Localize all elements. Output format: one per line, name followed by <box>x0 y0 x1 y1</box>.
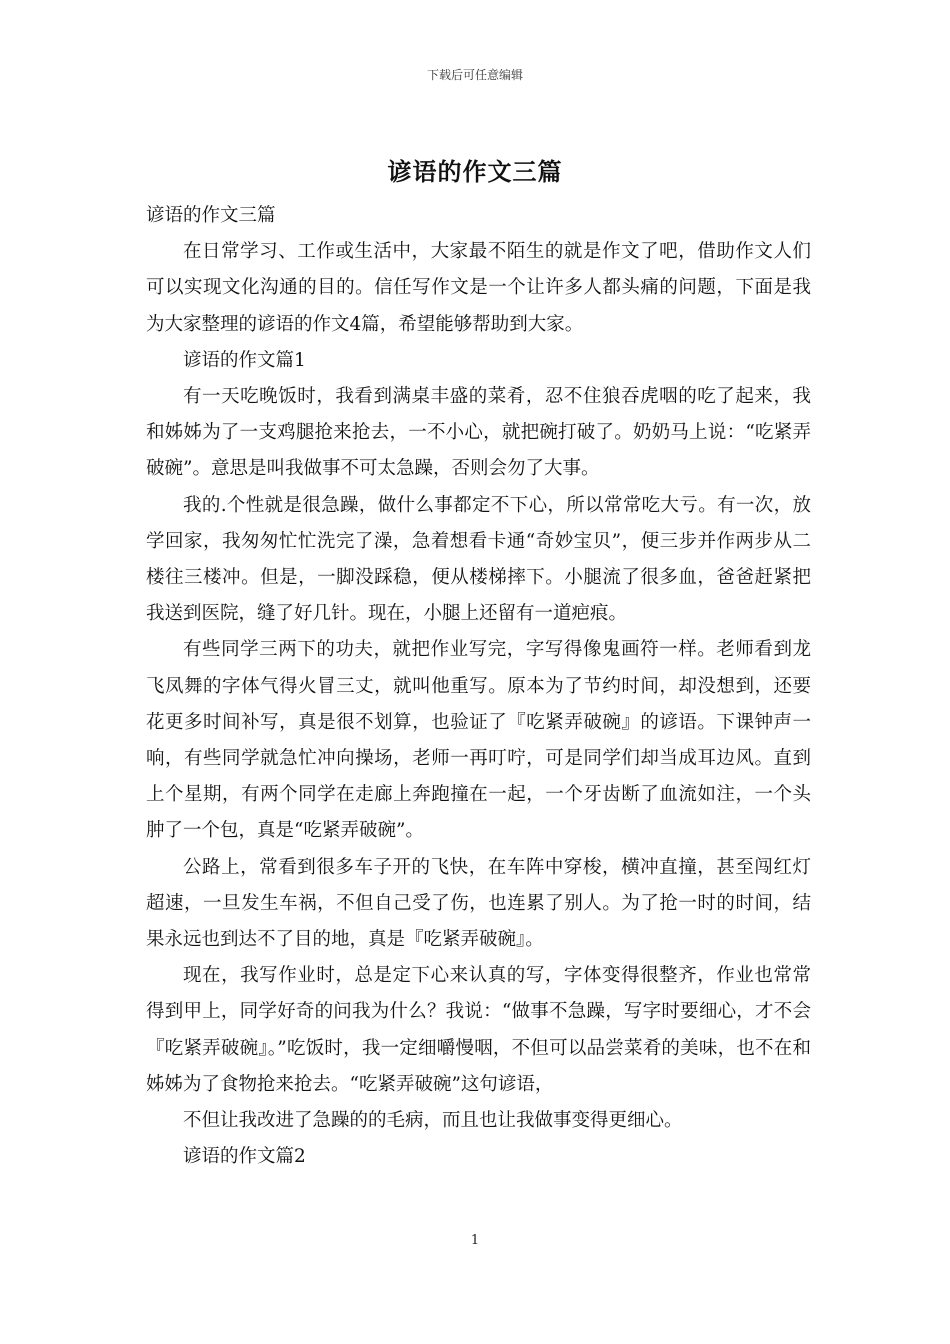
body-paragraph: 有些同学三两下的功夫，就把作业写完，字写得像鬼画符一样。老师看到龙飞凤舞的字体气得火冒三丈，就叫他重写。原本为了节约时间，却没想到，还要花更多时间补写，真是很不划算，也验证了『吃紧弄破碗』的谚语。下课钟声一响，有些同学就急忙冲向操场，老师一再叮咛，可是同学们却当成耳边风。直到上个星期，有两个同学在走廊上奔跑撞在一起，一个牙齿断了血流如注，一个头肿了一个包，真是“吃紧弄破碗”。 <box>146 639 811 842</box>
body-paragraph: 谚语的作文三篇 <box>146 205 276 226</box>
page-header: 下载后可任意编辑 <box>426 68 523 82</box>
document-body <box>146 198 811 1175</box>
body-paragraph: 我的.个性就是很急躁，做什么事都定不下心，所以常常吃大亏。有一次，放学回家，我匆匆忙忙洗完了澡，急着想看卡通“奇妙宝贝”，便三步并作两步从二楼往三楼冲。但是，一脚没踩稳，便从楼梯摔下。小腿流了很多血，爸爸赶紧把我送到医院，缝了好几针。现在，小腿上还留有一道疤痕。 <box>146 494 811 625</box>
document-title: 谚语的作文三篇 <box>387 157 563 186</box>
section-heading: 谚语的作文篇2 <box>183 1146 306 1168</box>
body-paragraph: 现在，我写作业时，总是定下心来认真的写，字体变得很整齐，作业也常常得到甲上，同学好奇的问我为什么？我说：“做事不急躁，写字时要细心，才不会『吃紧弄破碗』。”吃饭时，我一定细嚼慢咽，不但可以品尝菜肴的美味，也不在和姊姊为了食物抢来抢去。“吃紧弄破碗”这句谚语， <box>146 965 811 1095</box>
body-paragraph: 有一天吃晚饭时，我看到满桌丰盛的菜肴，忍不住狼吞虎咽的吃了起来，我和姊姊为了一支鸡腿抢来抢去，一不小心，就把碗打破了。奶奶马上说：“吃紧弄破碗”。意思是叫我做事不可太急躁，否则会勿了大事。 <box>146 386 811 480</box>
body-paragraph: 公路上，常看到很多车子开的飞快，在车阵中穿梭，横冲直撞，甚至闯红灯超速，一旦发生车祸，不但自己受了伤，也连累了别人。为了抢一时的时间，结果永远也到达不了目的地，真是『吃紧弄破碗』。 <box>146 856 811 951</box>
body-paragraph: 在日常学习、工作或生活中，大家最不陌生的就是作文了吧，借助作文人们可以实现文化沟通的目的。信任写作文是一个让许多人都头痛的问题，下面是我为大家整理的谚语的作文4篇，希望能够帮助到大家。 <box>146 241 811 335</box>
section-heading: 谚语的作文篇1 <box>183 349 306 371</box>
body-paragraph: 不但让我改进了急躁的的毛病，而且也让我做事变得更细心。 <box>183 1110 683 1132</box>
page-number: 1 <box>470 1233 480 1248</box>
